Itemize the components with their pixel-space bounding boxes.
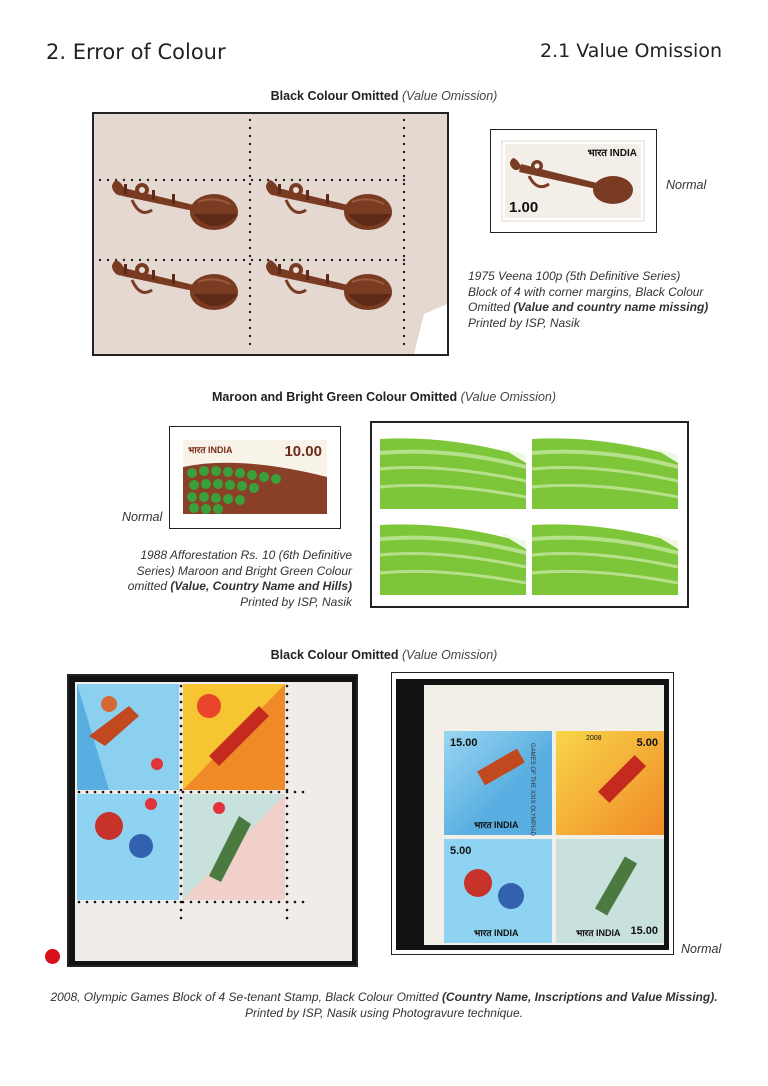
normal-stamp-br — [556, 839, 664, 943]
afforestation-normal-label: Normal — [122, 510, 163, 524]
veena-normal-country: भारत INDIA — [587, 148, 637, 159]
page-section-heading: 2. Error of Colour — [46, 40, 226, 64]
olympic-caption-line1-bold: (Country Name, Inscriptions and Value Missing). — [441, 990, 718, 1004]
veena-caption-line4: Printed by ISP, Nasik — [468, 315, 580, 330]
section1-title-bold: Black Colour Omitted — [270, 89, 399, 103]
olympic-error-block-image — [69, 676, 356, 965]
perf-v1 — [249, 119, 251, 345]
normal-stamp-tr-value: 5.00 — [636, 737, 658, 749]
normal-stamp-tl — [444, 731, 552, 835]
afforestation-normal-stamp — [180, 437, 330, 517]
perf-v2 — [403, 119, 405, 345]
normal-stamp-bl — [444, 839, 552, 943]
afforestation-caption-line1: 1988 Afforestation Rs. 10 (6th Definitive — [140, 548, 352, 562]
veena-normal-stamp — [501, 140, 645, 222]
normal-stamp-bl-country: भारत INDIA — [474, 928, 519, 938]
section3-title-bold: Black Colour Omitted — [270, 648, 399, 662]
normal-stamp-tl-value: 15.00 — [450, 737, 478, 749]
normal-stamp-br-country: भारत INDIA — [576, 928, 621, 938]
section2-title-italic: (Value Omission) — [460, 390, 557, 404]
section3-title-italic: (Value Omission) — [401, 648, 498, 662]
error-stamp-tl — [77, 684, 179, 790]
olympic-error-block-frame — [67, 674, 358, 967]
normal-block-side-text: GAMES OF THE XXIX OLYMPIAD — [529, 743, 535, 836]
veena-caption — [468, 269, 714, 331]
afforestation-error-block-frame — [370, 421, 689, 608]
section1-title — [0, 89, 768, 103]
afforestation-caption-line2: Series) Maroon and Bright Green Colour — [136, 563, 352, 578]
section2-title-bold: Maroon and Bright Green Colour Omitted — [211, 390, 458, 404]
error-stamp-bl — [77, 794, 179, 900]
afforestation-caption-line3-plain: omitted — [127, 579, 171, 593]
normal-stamp-tr-year: 2008 — [586, 735, 602, 742]
veena-error-block-frame — [92, 112, 449, 356]
veena-caption-line3-bold: (Value and country name missing) — [513, 300, 709, 314]
normal-stamp-tr — [556, 731, 664, 835]
olympic-normal-block — [396, 679, 669, 950]
veena-normal-stamp-frame — [490, 129, 657, 233]
afforestation-caption-line4: Printed by ISP, Nasik — [240, 594, 352, 609]
olympic-caption-line2: Printed by ISP, Nasik using Photogravure technique. — [245, 1005, 523, 1020]
error-stamp-tr — [183, 684, 285, 790]
red-marker-dot — [45, 949, 60, 964]
normal-stamp-br-figure — [595, 857, 637, 916]
afforestation-error-block-image — [372, 423, 687, 606]
afforestation-normal-country: भारत INDIA — [188, 445, 233, 455]
normal-stamp-tl-country: भारत INDIA — [474, 820, 519, 830]
veena-caption-line3 — [468, 300, 714, 316]
afforestation-caption-line3-bold: (Value, Country Name and Hills) — [170, 579, 352, 593]
olympic-normal-label: Normal — [681, 942, 722, 956]
afforestation-normal-stamp-frame — [169, 426, 341, 529]
veena-normal-label: Normal — [666, 178, 707, 192]
normal-stamp-br-value: 15.00 — [630, 925, 658, 937]
veena-caption-line3-plain: Omitted — [468, 300, 514, 314]
veena-caption-line2: Block of 4 with corner margins, Black Colour — [468, 284, 704, 299]
olympic-normal-block-frame — [391, 672, 674, 955]
section2-title — [0, 390, 768, 404]
veena-normal-value: 1.00 — [509, 199, 539, 216]
section1-title-italic: (Value Omission) — [401, 89, 498, 103]
error-stamp-br — [183, 794, 285, 900]
page-subsection-heading: 2.1 Value Omission — [540, 40, 722, 62]
afforestation-normal-value: 10.00 — [284, 443, 322, 460]
olympic-caption — [0, 990, 768, 1021]
normal-stamp-bl-figure2 — [498, 883, 524, 909]
veena-caption-line1: 1975 Veena 100p (5th Definitive Series) — [468, 269, 681, 283]
normal-stamp-bl-figure — [464, 869, 492, 897]
olympic-caption-line1 — [0, 990, 768, 1006]
veena-error-block-image — [94, 114, 447, 354]
afforestation-caption — [116, 548, 352, 610]
normal-stamp-bl-value: 5.00 — [450, 845, 472, 857]
afforestation-caption-line3 — [116, 579, 352, 595]
olympic-caption-line1-plain: 2008, Olympic Games Block of 4 Se-tenant Stamp, Black Colour Omitted — [50, 990, 442, 1004]
section3-title — [0, 648, 768, 662]
